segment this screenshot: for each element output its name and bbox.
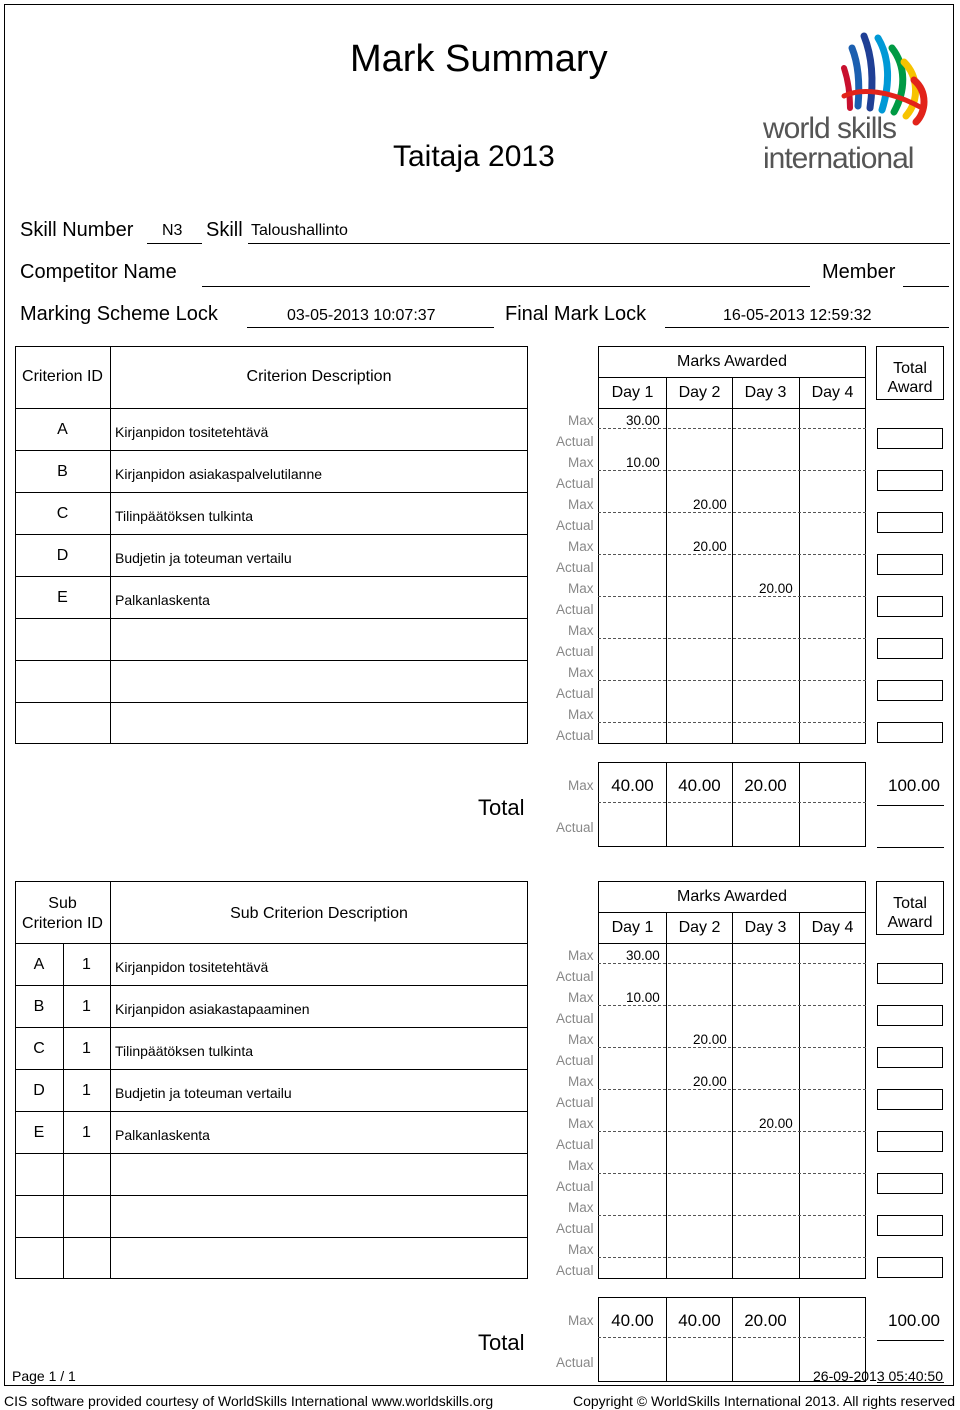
skill-number-value: N3 — [162, 222, 183, 239]
day-header: Day 2 — [678, 919, 721, 936]
total-award-box — [877, 1257, 943, 1278]
day-header: Day 4 — [811, 919, 854, 936]
total-award-box — [877, 512, 943, 533]
max-dash-line — [598, 1173, 866, 1174]
actual-label: Actual — [556, 644, 594, 659]
sub-criterion-desc: Kirjanpidon asiakastapaaminen — [115, 1001, 310, 1017]
member-line — [903, 286, 949, 287]
total-row-label: Total — [478, 795, 525, 820]
grand-total-actual-line — [877, 847, 944, 848]
max-dash-line — [598, 470, 866, 471]
actual-label: Actual — [556, 1221, 594, 1236]
scheme-lock-label: Marking Scheme Lock — [20, 303, 218, 325]
sub-criterion-number: 1 — [82, 956, 91, 973]
day-total-max: 40.00 — [611, 1311, 654, 1330]
actual-label: Actual — [556, 1095, 594, 1110]
criterion-desc: Kirjanpidon tositetehtävä — [115, 424, 269, 440]
max-dash-line — [598, 638, 866, 639]
sub-criterion-max-mark: 20.00 — [693, 1032, 727, 1047]
totals-max-label: Max — [568, 778, 594, 793]
max-label: Max — [568, 455, 594, 470]
scheme-lock-value: 03-05-2013 10:07:37 — [287, 307, 436, 324]
table-row-divider — [15, 702, 528, 703]
table-row-divider — [15, 1237, 528, 1238]
max-label: Max — [568, 623, 594, 638]
criterion-desc: Palkanlaskenta — [115, 592, 210, 608]
award-header: Award — [887, 914, 933, 931]
sub-criterion-id: C — [33, 1040, 45, 1057]
table-row-divider — [15, 618, 528, 619]
criterion-max-mark: 20.00 — [759, 581, 793, 596]
skill-number-line — [147, 243, 202, 244]
table-row-divider — [15, 985, 528, 986]
day-header: Day 3 — [744, 919, 787, 936]
sub-criterion-number: 1 — [82, 1040, 91, 1057]
sub-header-line2: Criterion ID — [22, 915, 103, 932]
max-dash-line — [598, 722, 866, 723]
total-award-box — [877, 470, 943, 491]
criterion-id: B — [57, 463, 68, 480]
sub-criterion-number: 1 — [82, 1124, 91, 1141]
total-header: Total — [893, 895, 927, 912]
day-column-divider — [732, 912, 733, 1279]
total-award-box — [877, 1005, 943, 1026]
totals-day-divider — [799, 762, 800, 847]
software-credit: CIS software provided courtesy of WorldSkills International www.worldskills.org — [4, 1393, 494, 1409]
day-total-max: 40.00 — [611, 776, 654, 795]
total-award-box — [877, 1131, 943, 1152]
table-row-divider — [15, 1111, 528, 1112]
totals-actual-label: Actual — [556, 820, 594, 835]
actual-label: Actual — [556, 1011, 594, 1026]
skill-number-label: Skill Number — [20, 219, 134, 241]
marks-awarded-header: Marks Awarded — [677, 888, 787, 905]
sub-criterion-max-mark: 30.00 — [626, 948, 660, 963]
day-total-max: 40.00 — [678, 776, 721, 795]
actual-label: Actual — [556, 434, 594, 449]
page-number: Page 1 / 1 — [12, 1368, 76, 1384]
actual-label: Actual — [556, 1179, 594, 1194]
max-dash-line — [598, 1047, 866, 1048]
event-name: Taitaja 2013 — [393, 140, 555, 173]
day-column-divider — [666, 912, 667, 1279]
total-header: Total — [893, 360, 927, 377]
max-dash-line — [598, 1215, 866, 1216]
max-label: Max — [568, 1200, 594, 1215]
actual-label: Actual — [556, 969, 594, 984]
table-row-divider — [15, 1195, 528, 1196]
print-timestamp: 26-09-2013 05:40:50 — [813, 1368, 943, 1384]
skill-line — [248, 243, 950, 244]
totals-day-divider — [666, 1297, 667, 1382]
criteria-id-divider — [110, 346, 111, 744]
logo-text-international: international — [763, 142, 914, 175]
max-label: Max — [568, 990, 594, 1005]
total-award-box — [877, 722, 943, 743]
sub-criterion-desc: Budjetin ja toteuman vertailu — [115, 1085, 292, 1101]
max-dash-line — [598, 680, 866, 681]
criterion-max-mark: 20.00 — [693, 539, 727, 554]
sub-criterion-id: B — [33, 998, 45, 1015]
actual-label: Actual — [556, 686, 594, 701]
day-header: Day 3 — [744, 384, 787, 401]
max-label: Max — [568, 497, 594, 512]
criterion-desc: Budjetin ja toteuman vertailu — [115, 550, 292, 566]
actual-label: Actual — [556, 1053, 594, 1068]
criterion-max-mark: 20.00 — [693, 497, 727, 512]
totals-dash-line — [598, 1337, 866, 1338]
table-row-divider — [15, 576, 528, 577]
total-row-label: Total — [478, 1330, 525, 1355]
criterion-desc-header: Criterion Description — [246, 368, 392, 385]
scheme-lock-line — [247, 327, 494, 328]
total-award-box — [877, 638, 943, 659]
marks-awarded-header: Marks Awarded — [677, 353, 787, 370]
max-label: Max — [568, 1158, 594, 1173]
max-dash-line — [598, 1131, 866, 1132]
criteria-header-divider — [15, 943, 528, 944]
table-row-divider — [15, 660, 528, 661]
criterion-id: D — [56, 547, 69, 564]
totals-day-divider — [799, 1297, 800, 1382]
criterion-max-mark: 10.00 — [626, 455, 660, 470]
max-label: Max — [568, 948, 594, 963]
max-label: Max — [568, 1116, 594, 1131]
criterion-id: C — [56, 505, 69, 522]
criterion-id-header: Criterion ID — [22, 368, 103, 385]
max-dash-line — [598, 1257, 866, 1258]
total-award-box — [877, 596, 943, 617]
totals-dash-line — [598, 802, 866, 803]
max-label: Max — [568, 581, 594, 596]
sub-header-line1: Sub — [48, 895, 77, 912]
total-award-box — [877, 428, 943, 449]
totals-day-divider — [732, 762, 733, 847]
max-label: Max — [568, 539, 594, 554]
table-row-divider — [15, 534, 528, 535]
day-total-max: 20.00 — [744, 776, 787, 795]
sub-criterion-number: 1 — [82, 998, 91, 1015]
logo-text-world — [763, 112, 896, 146]
day-column-divider — [799, 912, 800, 1279]
competitor-line — [202, 286, 810, 287]
max-label: Max — [568, 665, 594, 680]
criteria-table — [15, 346, 528, 744]
sub-criterion-id: E — [33, 1124, 45, 1141]
total-award-box — [877, 680, 943, 701]
actual-label: Actual — [556, 728, 594, 743]
page-title: Mark Summary — [350, 38, 608, 80]
table-row-divider — [15, 450, 528, 451]
day-header: Day 1 — [611, 384, 654, 401]
grand-total-max-line — [877, 805, 944, 806]
skill-name-value: Taloushallinto — [251, 222, 348, 239]
sub-criterion-id: A — [33, 956, 45, 973]
totals-max-label: Max — [568, 1313, 594, 1328]
grand-total-max: 100.00 — [888, 1311, 940, 1330]
totals-day-divider — [732, 1297, 733, 1382]
max-label: Max — [568, 1242, 594, 1257]
actual-label: Actual — [556, 1137, 594, 1152]
sub-criterion-id: D — [33, 1082, 45, 1099]
member-label: Member — [822, 261, 896, 283]
sub-criterion-desc: Tilinpäätöksen tulkinta — [115, 1043, 254, 1059]
max-dash-line — [598, 554, 866, 555]
totals-actual-label: Actual — [556, 1355, 594, 1370]
max-dash-line — [598, 428, 866, 429]
sub-criterion-max-mark: 20.00 — [759, 1116, 793, 1131]
day-column-divider — [666, 377, 667, 744]
criterion-max-mark: 30.00 — [626, 413, 660, 428]
table-row-divider — [15, 1153, 528, 1154]
actual-label: Actual — [556, 1263, 594, 1278]
day-header: Day 2 — [678, 384, 721, 401]
final-lock-value: 16-05-2013 12:59:32 — [723, 307, 872, 324]
day-header: Day 4 — [811, 384, 854, 401]
final-lock-label: Final Mark Lock — [505, 303, 647, 325]
criterion-id: E — [57, 589, 68, 606]
max-dash-line — [598, 512, 866, 513]
total-award-box — [877, 1173, 943, 1194]
actual-label: Actual — [556, 518, 594, 533]
max-dash-line — [598, 1089, 866, 1090]
day-column-divider — [799, 377, 800, 744]
totals-day-divider — [666, 762, 667, 847]
table-row-divider — [15, 1027, 528, 1028]
sub-criterion-max-mark: 20.00 — [693, 1074, 727, 1089]
table-row-divider — [15, 492, 528, 493]
actual-label: Actual — [556, 476, 594, 491]
table-row-divider — [15, 1069, 528, 1070]
criteria-header-divider — [15, 408, 528, 409]
day-total-max: 40.00 — [678, 1311, 721, 1330]
max-label: Max — [568, 1032, 594, 1047]
sub-criterion-desc: Palkanlaskenta — [115, 1127, 210, 1143]
competitor-label: Competitor Name — [20, 261, 177, 283]
award-header: Award — [887, 379, 933, 396]
max-dash-line — [598, 596, 866, 597]
actual-label: Actual — [556, 560, 594, 575]
criterion-desc: Tilinpäätöksen tulkinta — [115, 508, 254, 524]
total-award-box — [877, 1047, 943, 1068]
max-label: Max — [568, 413, 594, 428]
max-dash-line — [598, 963, 866, 964]
grand-total-max-line — [877, 1340, 944, 1341]
max-dash-line — [598, 1005, 866, 1006]
actual-label: Actual — [556, 602, 594, 617]
total-award-box — [877, 1215, 943, 1236]
total-award-box — [877, 554, 943, 575]
criterion-desc: Kirjanpidon asiakaspalvelutilanne — [115, 466, 323, 482]
criterion-id: A — [57, 421, 68, 438]
grand-total-max: 100.00 — [888, 776, 940, 795]
total-award-box — [877, 963, 943, 984]
max-label: Max — [568, 707, 594, 722]
day-total-max: 20.00 — [744, 1311, 787, 1330]
day-header: Day 1 — [611, 919, 654, 936]
skill-label: Skill — [206, 219, 243, 241]
criteria-id-divider — [110, 881, 111, 1279]
sub-criterion-number: 1 — [82, 1082, 91, 1099]
logo-text-line1: world skills — [763, 112, 897, 145]
day-column-divider — [732, 377, 733, 744]
max-label: Max — [568, 1074, 594, 1089]
sub-criterion-desc: Kirjanpidon tositetehtävä — [115, 959, 269, 975]
criteria-table — [15, 881, 528, 1279]
copyright: Copyright © WorldSkills International 2013. All rights reserved — [573, 1393, 956, 1409]
final-lock-line — [665, 327, 949, 328]
total-award-box — [877, 1089, 943, 1110]
sub-criterion-max-mark: 10.00 — [626, 990, 660, 1005]
sub-criterion-desc-header: Sub Criterion Description — [230, 905, 408, 922]
